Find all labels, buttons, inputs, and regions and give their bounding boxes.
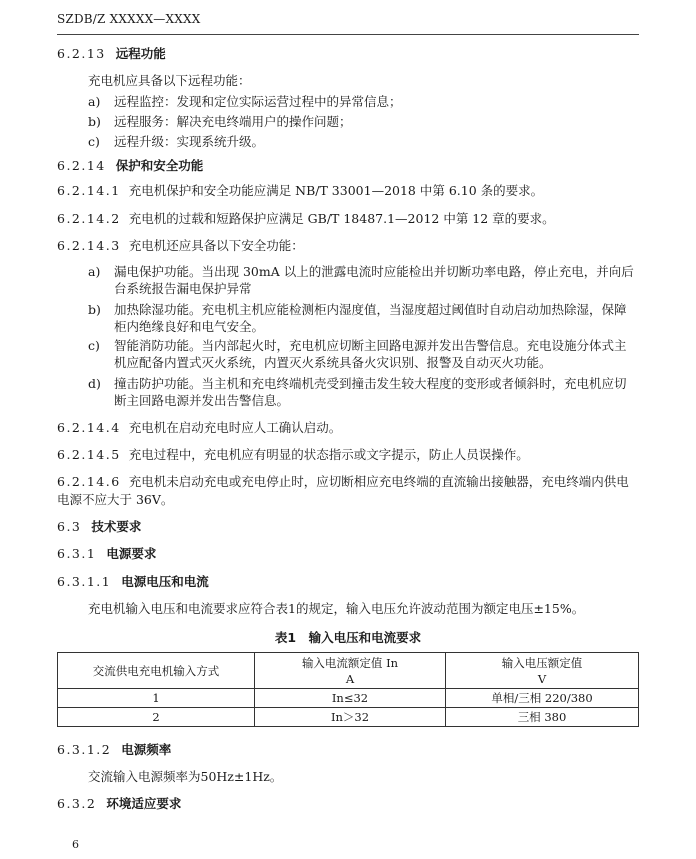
heading-6-3-2 — [57, 796, 181, 812]
page-number: 6 — [72, 838, 79, 851]
input-voltage-current-table — [57, 652, 639, 727]
heading-6-3 — [57, 519, 141, 535]
clause-6-2-14-4: 6.2.14.4 充电机在启动充电时应人工确认启动。 — [57, 420, 342, 435]
list-item: d) 撞击防护功能。当主机和充电终端机壳受到撞击发生较大程度的变形或者倾斜时，充电机应切 — [88, 376, 627, 391]
table-row — [58, 708, 639, 727]
section-number: 6.2.13 — [57, 46, 106, 61]
doc-code-header: SZDB/Z XXXXX—XXXX — [57, 12, 201, 26]
clause-continuation: 电源不应大于 36V。 — [57, 492, 174, 507]
clause-6-2-14-3: 6.2.14.3 充电机还应具备以下安全功能： — [57, 238, 304, 253]
heading-6-2-13 — [57, 46, 166, 62]
table-header-cell: 输入电压额定值 V — [446, 653, 639, 689]
list-item-continuation: 机应配备内置式灭火系统，内置灭火系统具备火灾识别、报警及自动灭火功能。 — [114, 355, 552, 370]
section-title: 环境适应要求 — [106, 796, 182, 811]
list-item-continuation: 台系统报告漏电保护异常 — [114, 281, 252, 296]
section-title: 电源电压和电流 — [121, 574, 209, 589]
section-title: 电源频率 — [121, 742, 172, 757]
section-title: 保护和安全功能 — [115, 158, 204, 173]
table-cell: 2 — [58, 708, 255, 727]
heading-6-3-1-2 — [57, 742, 171, 758]
table-header-row — [58, 653, 639, 689]
section-number: 6.3 — [57, 519, 82, 534]
section-number: 6.3.1.2 — [57, 742, 112, 757]
table-row — [58, 689, 639, 708]
section-number: 6.3.1 — [57, 546, 97, 561]
table-cell: 1 — [58, 689, 255, 708]
clause-6-2-14-1: 6.2.14.1 充电机保护和安全功能应满足 NB/T 33001—2018 中第 6.10 条的要求。 — [57, 183, 544, 198]
heading-6-2-14 — [57, 158, 203, 174]
section-number: 6.3.2 — [57, 796, 97, 811]
table-cell: 单相/三相 220/380 — [446, 689, 639, 708]
list-item: a) 远程监控：发现和定位实际运营过程中的异常信息； — [88, 94, 402, 109]
section-title: 远程功能 — [115, 46, 166, 61]
list-item-continuation: 断主回路电源并发出告警信息。 — [114, 393, 290, 408]
paragraph: 充电机应具备以下远程功能： — [88, 73, 251, 88]
heading-6-3-1-1 — [57, 574, 209, 590]
table-header-cell: 输入电流额定值 In A — [255, 653, 446, 689]
list-item: a) 漏电保护功能。当出现 30mA 以上的泄露电流时应能检出并切断功率电路，停止充电，并向后 — [88, 264, 634, 279]
clause-6-2-14-6: 6.2.14.6 充电机未启动充电或充电停止时，应切断相应充电终端的直流输出接触器，充电终端内供电 — [57, 474, 629, 489]
section-number: 6.2.14 — [57, 158, 106, 173]
list-item: c) 远程升级：实现系统升级。 — [88, 134, 265, 149]
paragraph: 充电机输入电压和电流要求应符合表1的规定，输入电压允许波动范围为额定电压±15%。 — [88, 601, 585, 616]
paragraph: 交流输入电源频率为50Hz±1Hz。 — [88, 769, 283, 784]
list-item: c) 智能消防功能。当内部起火时，充电机应切断主回路电源并发出告警信息。充电设施分体式主 — [88, 338, 627, 353]
header-rule — [57, 34, 639, 35]
section-number: 6.3.1.1 — [57, 574, 112, 589]
table-caption: 表1 输入电压和电流要求 — [274, 630, 422, 645]
table-header-cell: 交流供电充电机输入方式 — [58, 653, 255, 689]
section-title: 技术要求 — [91, 519, 142, 534]
list-item-continuation: 柜内绝缘良好和电气安全。 — [114, 319, 265, 334]
clause-6-2-14-5: 6.2.14.5 充电过程中，充电机应有明显的状态指示或文字提示，防止人员误操作。 — [57, 447, 529, 462]
clause-6-2-14-2: 6.2.14.2 充电机的过载和短路保护应满足 GB/T 18487.1—2012 中第 12 章的要求。 — [57, 211, 555, 226]
list-item: b) 远程服务：解决充电终端用户的操作问题； — [88, 114, 352, 129]
section-title: 电源要求 — [106, 546, 157, 561]
table-cell: In＞32 — [255, 708, 446, 727]
list-item: b) 加热除湿功能。充电机主机应能检测柜内湿度值，当湿度超过阈值时自动启动加热除湿，保障 — [88, 302, 627, 317]
table-cell: In≤32 — [255, 689, 446, 708]
table-cell: 三相 380 — [446, 708, 639, 727]
heading-6-3-1 — [57, 546, 156, 562]
